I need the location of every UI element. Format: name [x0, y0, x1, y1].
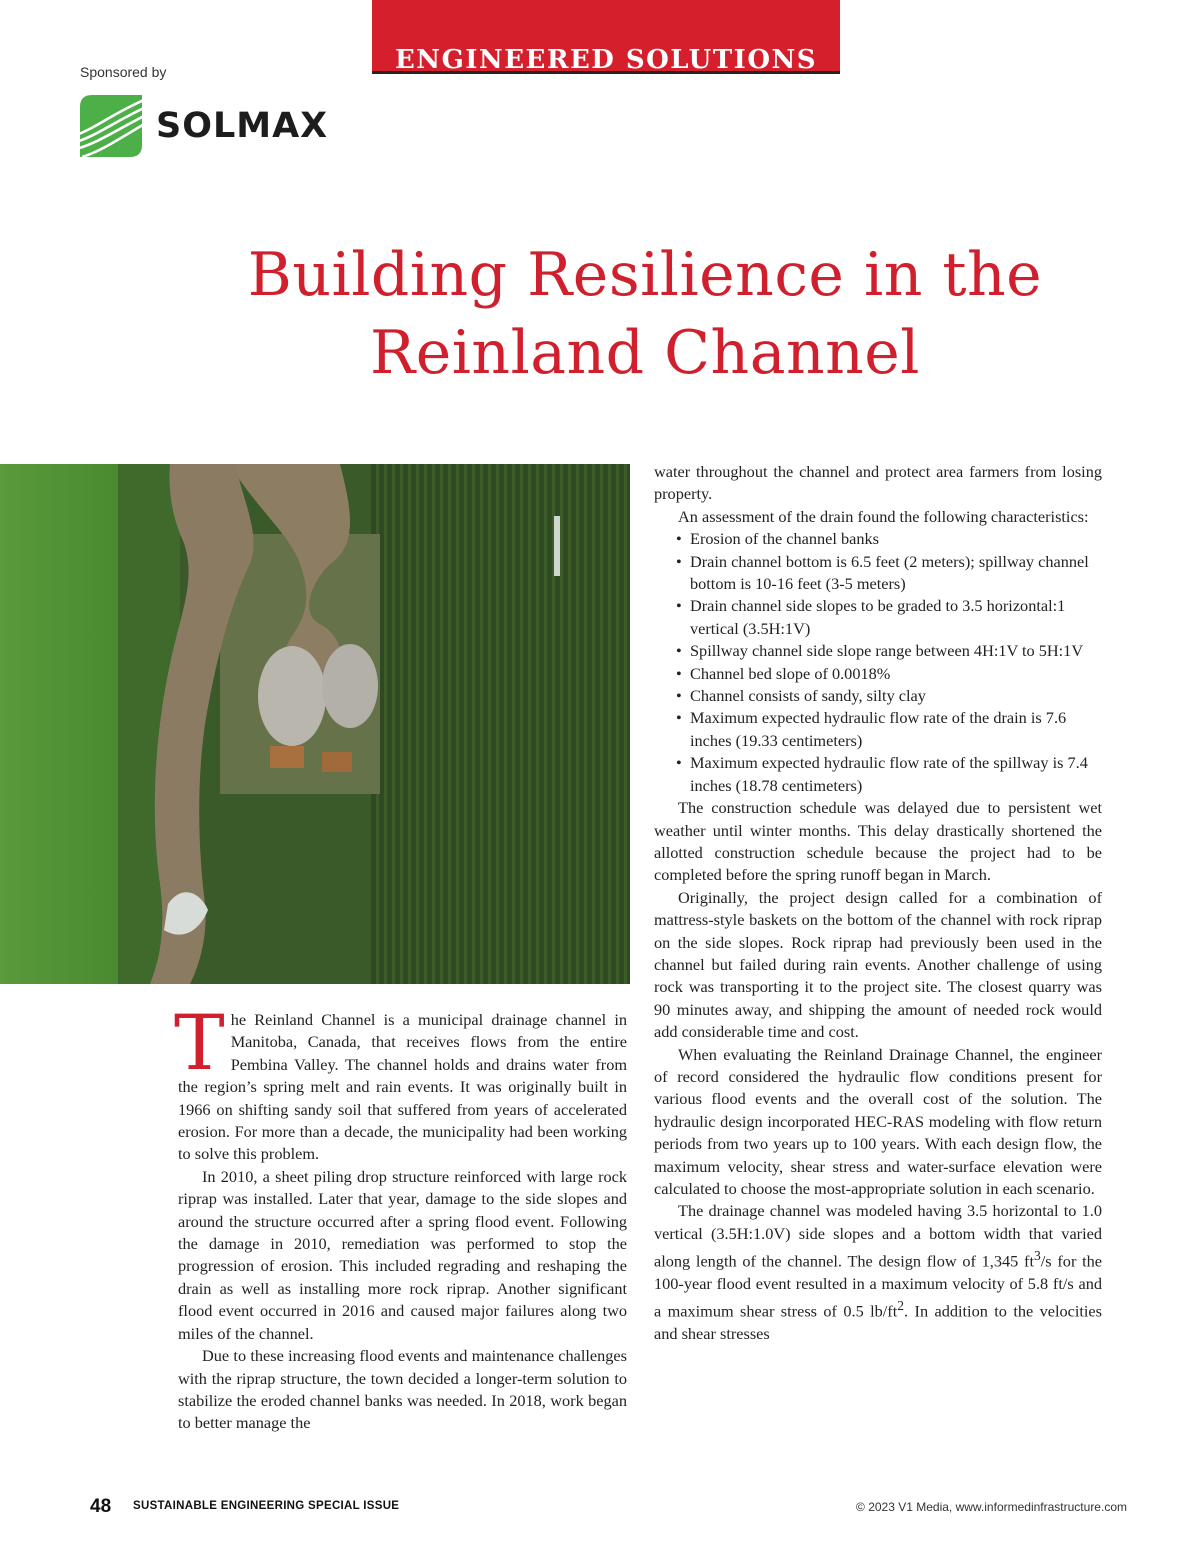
- banner-underline: [372, 71, 840, 74]
- list-item: • Drain channel bottom is 6.5 feet (2 meters); spillway channel bottom is 10-16 feet (3-5 meters): [676, 551, 1102, 596]
- list-item: • Spillway channel side slope range between 4H:1V to 5H:1V: [676, 640, 1102, 662]
- sponsor-logo[interactable]: [80, 94, 328, 158]
- list-item: • Maximum expected hydraulic flow rate of the spillway is 7.4 inches (18.78 centimeters): [676, 752, 1102, 797]
- paragraph: When evaluating the Reinland Drainage Channel, the engineer of record considered the hydraulic flow conditions present for various flood events and the overall cost of the solution. The hydraulic design incorporated HEC-RAS modeling with flow return periods from two years up to 100 years. With each design flow, the maximum velocity, shear stress and water-surface elevation were calculated to choose the most-appropriate solution in each scenario.: [654, 1044, 1102, 1198]
- title-line-2: Reinland Channel: [370, 318, 920, 388]
- paragraph-text: . In addition to the velocities and shear stresses: [654, 1301, 1102, 1344]
- superscript: 2: [897, 1298, 905, 1314]
- copyright-notice[interactable]: © 2023 V1 Media, www.informedinfrastructure.com: [856, 1500, 1127, 1514]
- page-number: 48: [90, 1496, 112, 1517]
- article-title: [150, 236, 1140, 392]
- section-banner: [372, 0, 840, 72]
- list-item: • Maximum expected hydraulic flow rate of the drain is 7.6 inches (19.33 centimeters): [676, 707, 1102, 752]
- paragraph: [174, 998, 627, 1166]
- paragraph-text: The drainage channel was modeled having 3.5 horizontal to 1.0 vertical (3.5H:1.0V) side slopes and a bottom width that varied along length of the channel. The design flow of 1,345 ft: [654, 1201, 1102, 1271]
- paragraph-text: he Reinland Channel is a municipal drainage channel in Manitoba, Canada, that receives flows from the entire Pembina Valley. The channel holds and drains water from the region’s spring melt and rain events. It was originally built in 1966 on shifting sandy soil that suffered from years of accelerated erosion. For more than a decade, the municipality had been working to solve this problem.: [178, 1010, 627, 1164]
- paragraph-text: /s for the 100-year flood event resulted in a maximum velocity of 5.8 ft/s and a maximum shear stress of 0.5 lb/ft: [654, 1251, 1103, 1321]
- list-item: • Erosion of the channel banks: [676, 528, 1102, 550]
- logo-wordmark: SOLMAX: [156, 106, 329, 146]
- characteristics-list: [654, 528, 1102, 797]
- left-column: [174, 998, 627, 1435]
- sponsor-label: Sponsored by: [80, 64, 167, 80]
- section-label: ENGINEERED SOLUTIONS: [394, 47, 818, 71]
- paragraph: [654, 1200, 1102, 1345]
- aerial-photo-drainage-channel-icon: [0, 464, 630, 984]
- paragraph: The construction schedule was delayed due to persistent wet weather until winter months. This delay drastically shortened the allotted construction schedule because the project had to be completed before the spring runoff began in March.: [654, 798, 1102, 885]
- list-item: • Channel bed slope of 0.0018%: [676, 663, 1102, 685]
- paragraph: In 2010, a sheet piling drop structure reinforced with large rock riprap was installed. Later that year, damage to the side slopes and around the structure occurred after a spring flood event. Following the damage in 2010, remediation was performed to stop the progression of erosion. This included regrading and reshaping the drain as well as installing more rock riprap. Another significant flood event occurred in 2016 and caused major failures along two miles of the channel.: [178, 1166, 627, 1343]
- title-line-1: Building Resilience in the: [247, 240, 1043, 310]
- paragraph: water throughout the channel and protect area farmers from losing property.: [654, 462, 1102, 504]
- right-column: [654, 461, 1102, 1346]
- paragraph: Originally, the project design called for a combination of mattress-style baskets on the bottom of the channel with rock riprap on the side slopes. Rock riprap had previously been used in the channel but failed during rain events. Another challenge of using rock was transporting it to the project site. The closest quarry was 90 minutes away, and shipping the amount of needed rock would add considerable time and cost.: [654, 887, 1102, 1042]
- superscript: 3: [1033, 1248, 1041, 1264]
- solmax-logo-icon: [80, 95, 142, 157]
- drop-cap: T: [174, 998, 225, 1087]
- paragraph: An assessment of the drain found the following characteristics:: [678, 506, 1089, 526]
- list-item: • Drain channel side slopes to be graded to 3.5 horizontal:1 vertical (3.5H:1V): [676, 595, 1102, 640]
- aerial-photo: [0, 464, 630, 984]
- list-item: • Channel consists of sandy, silty clay: [676, 685, 1102, 707]
- publication-name: SUSTAINABLE ENGINEERING SPECIAL ISSUE: [133, 1500, 400, 1512]
- paragraph: Due to these increasing flood events and maintenance challenges with the riprap structure, the town decided a longer-term solution to stabilize the eroded channel banks was needed. In 2018, work began to better manage the: [178, 1346, 627, 1433]
